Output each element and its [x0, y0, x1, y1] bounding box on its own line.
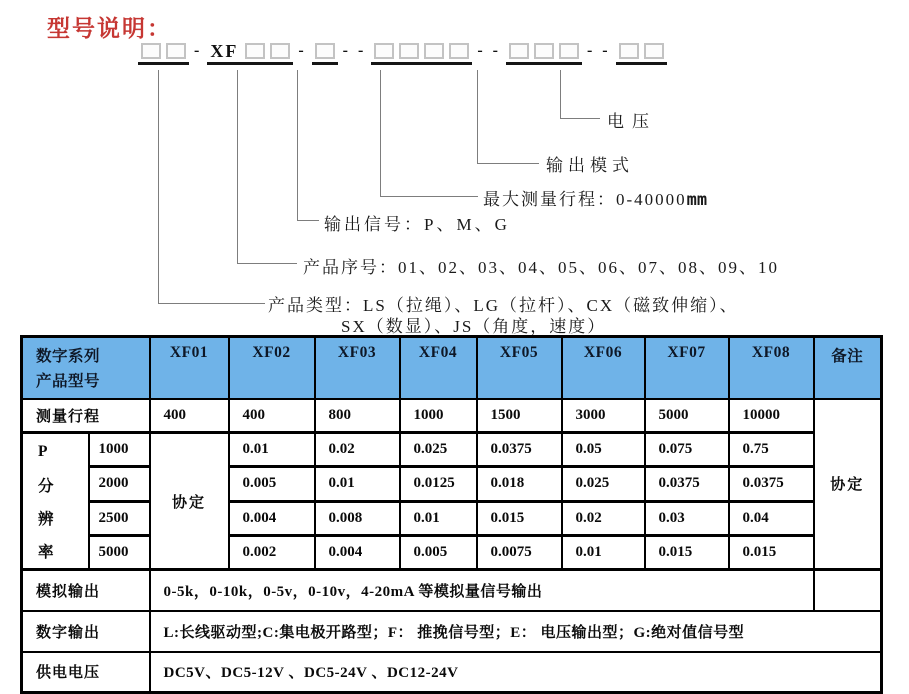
model-code-separator: - -	[586, 42, 611, 59]
resolution-value: 0.005	[400, 535, 477, 569]
model-header-xf03: XF03	[315, 337, 400, 399]
header-row	[22, 337, 882, 399]
resolution-value: 0.018	[477, 467, 562, 501]
model-code-box	[559, 43, 579, 59]
callout-product-type-line1: 产品类型：LS（拉绳）、LG（拉杆）、CX（磁致伸缩）、	[268, 296, 739, 315]
resolution-level: 2500	[89, 501, 150, 535]
connector-product-serial	[237, 70, 297, 264]
resolution-value: 0.0375	[729, 467, 814, 501]
resolution-value: 0.008	[315, 501, 400, 535]
resolution-value: 0.01	[562, 535, 645, 569]
resolution-char: 辨	[38, 510, 54, 528]
corner-header-cell	[22, 337, 150, 399]
connector-voltage	[560, 70, 600, 119]
model-header-xf08: XF08	[729, 337, 814, 399]
callout-product-serial: 产品序号：01、02、03、04、05、06、07、08、09、10	[303, 258, 779, 277]
travel-value: 1000	[400, 399, 477, 433]
travel-label: 测量行程	[22, 399, 150, 433]
resolution-value: 0.0375	[645, 467, 729, 501]
resolution-value: 0.75	[729, 433, 814, 467]
travel-value: 400	[150, 399, 229, 433]
model-header-xf07: XF07	[645, 337, 729, 399]
model-code-group	[616, 43, 667, 65]
resolution-value: 0.015	[477, 501, 562, 535]
resolution-value: 0.075	[645, 433, 729, 467]
connector-max-travel	[380, 70, 478, 197]
travel-value: 5000	[645, 399, 729, 433]
model-code-separator: -	[298, 42, 307, 59]
connector-output-signal	[297, 70, 319, 221]
resolution-value: 0.015	[645, 535, 729, 569]
callout-max-travel-text: 最大测量行程：0-40000	[483, 190, 687, 209]
resolution-value: 0.05	[562, 433, 645, 467]
resolution-value: 0.03	[645, 501, 729, 535]
travel-value: 10000	[729, 399, 814, 433]
resolution-value: 0.04	[729, 501, 814, 535]
resolution-value: 0.01	[400, 501, 477, 535]
corner-header-line2: 产品型号	[36, 373, 101, 390]
model-code-box	[644, 43, 664, 59]
callout-output-signal: 输出信号：P、M、G	[324, 215, 510, 234]
analog-output-label: 模拟输出	[22, 570, 150, 611]
model-code-separator: - -	[342, 42, 367, 59]
model-header-xf01: XF01	[150, 337, 229, 399]
resolution-char: 分	[38, 477, 54, 495]
resolution-value: 0.004	[229, 501, 315, 535]
digital-output-label: 数字输出	[22, 611, 150, 652]
resolution-value: 0.004	[315, 535, 400, 569]
model-code-box	[166, 43, 186, 59]
model-code-separator: - -	[477, 42, 501, 59]
model-header-xf05: XF05	[477, 337, 562, 399]
remark-header: 备注	[814, 337, 882, 399]
model-code-box	[315, 43, 335, 59]
resolution-value: 0.025	[562, 467, 645, 501]
spec-table	[20, 335, 883, 694]
resolution-value: 0.005	[229, 467, 315, 501]
resolution-char: P	[38, 442, 48, 460]
resolution-value: 0.02	[315, 433, 400, 467]
model-code-box	[509, 43, 529, 59]
resolution-value: 0.02	[562, 501, 645, 535]
model-code-box	[449, 43, 469, 59]
travel-row	[22, 399, 882, 433]
corner-header-line1: 数字系列	[36, 348, 101, 365]
travel-value: 800	[315, 399, 400, 433]
remark-agreement-cell: 协定	[814, 399, 882, 570]
callout-product-type-line2: SX（数显）、JS（角度，速度）	[341, 317, 607, 336]
model-code-box	[245, 43, 265, 59]
model-code-box	[374, 43, 394, 59]
power-supply-row	[22, 652, 882, 693]
resolution-value: 0.0375	[477, 433, 562, 467]
resolution-char: 率	[38, 543, 54, 561]
travel-value: 1500	[477, 399, 562, 433]
model-code-group	[138, 43, 189, 65]
xf01-agreement-cell: 协定	[150, 433, 229, 570]
model-code-box	[534, 43, 554, 59]
model-code-separator: -	[194, 42, 203, 59]
model-code-box	[141, 43, 161, 59]
resolution-level: 5000	[89, 535, 150, 569]
power-supply-value: DC5V、DC5-12V 、DC5-24V 、DC12-24V	[150, 652, 882, 693]
resolution-group-label	[22, 433, 89, 570]
resolution-value: 0.015	[729, 535, 814, 569]
resolution-value: 0.002	[229, 535, 315, 569]
callout-output-mode: 输出模式	[546, 156, 634, 175]
page-title: 型号说明：	[47, 15, 172, 41]
callout-max-travel	[483, 185, 707, 210]
model-code-group	[371, 43, 472, 65]
model-code-box	[619, 43, 639, 59]
resolution-value: 0.0125	[400, 467, 477, 501]
resolution-level: 2000	[89, 467, 150, 501]
model-code-box	[399, 43, 419, 59]
model-header-xf02: XF02	[229, 337, 315, 399]
model-header-xf04: XF04	[400, 337, 477, 399]
power-supply-label: 供电电压	[22, 652, 150, 693]
analog-output-value: 0-5k，0-10k，0-5v，0-10v，4-20mA 等模拟量信号输出	[150, 570, 814, 611]
resolution-level: 1000	[89, 433, 150, 467]
resolution-value: 0.0075	[477, 535, 562, 569]
digital-output-row	[22, 611, 882, 652]
model-code-prefix: XF	[210, 40, 239, 61]
connector-output-mode	[477, 70, 539, 164]
resolution-value: 0.01	[315, 467, 400, 501]
model-code-box	[270, 43, 290, 59]
travel-value: 400	[229, 399, 315, 433]
digital-output-value: L:长线驱动型;C:集电极开路型；F： 推挽信号型；E： 电压输出型；G:绝对值信号型	[150, 611, 882, 652]
callout-max-travel-unit: mm	[686, 190, 708, 210]
resolution-value: 0.025	[400, 433, 477, 467]
analog-output-row	[22, 570, 882, 611]
resolution-row-1000	[22, 433, 882, 467]
model-code-box	[424, 43, 444, 59]
model-code-group	[312, 43, 338, 65]
model-code-group	[506, 43, 582, 65]
travel-value: 3000	[562, 399, 645, 433]
callout-voltage: 电压	[607, 112, 657, 131]
model-code-group	[207, 40, 293, 65]
model-header-xf06: XF06	[562, 337, 645, 399]
resolution-value: 0.01	[229, 433, 315, 467]
model-code-line	[136, 42, 669, 65]
remark-empty-cell	[814, 570, 882, 611]
